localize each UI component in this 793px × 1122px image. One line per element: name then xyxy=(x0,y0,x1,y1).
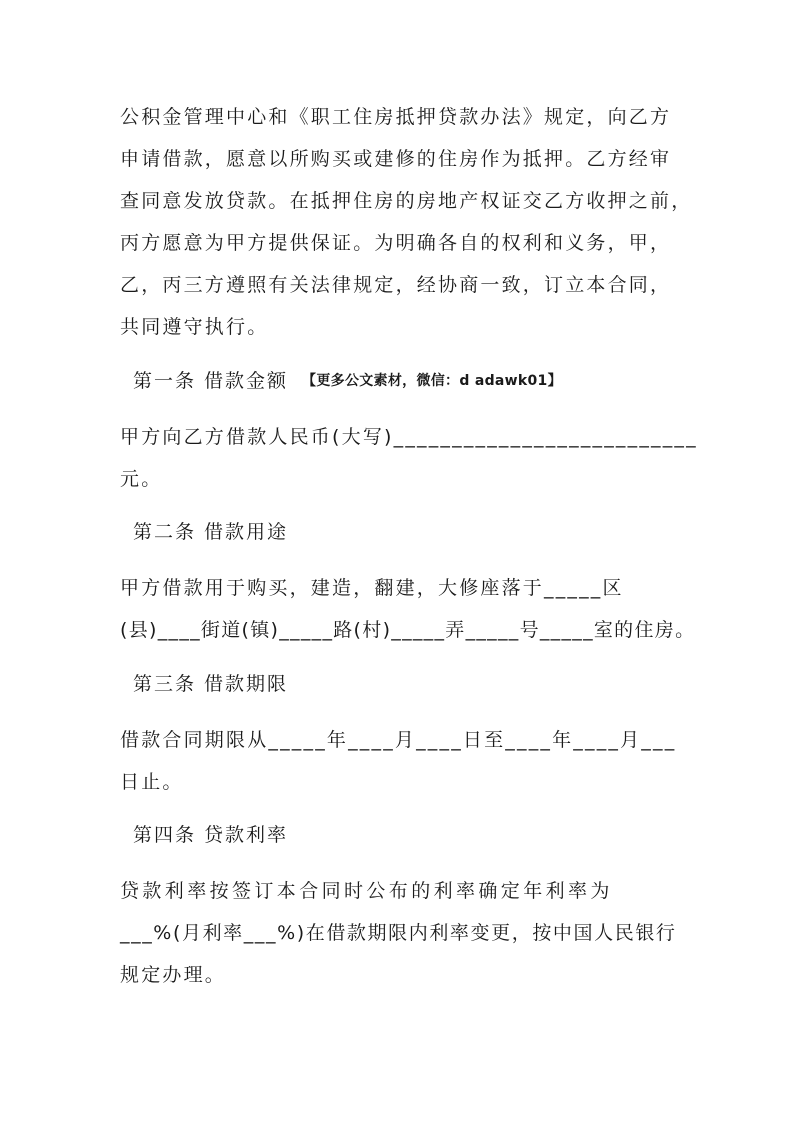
article-1-heading: 第一条 借款金额 xyxy=(133,370,289,392)
promo-note: 【更多公文素材，微信：d adawk01】 xyxy=(302,373,562,389)
article-2-line-2: (县)____街道(镇)_____路(村)_____弄_____号_____室的住房。 xyxy=(120,619,696,641)
article-3-heading: 第三条 借款期限 xyxy=(133,673,289,695)
article-4-line-2: ___%(月利率___%)在借款期限内利率变更，按中国人民银行 xyxy=(120,922,677,944)
article-4-heading: 第四条 贷款利率 xyxy=(133,824,289,846)
intro-line-5: 乙，丙三方遵照有关法律规定，经协商一致，订立本合同， xyxy=(120,274,672,296)
intro-line-6: 共同遵守执行。 xyxy=(120,316,269,338)
article-3-line-2: 日止。 xyxy=(120,771,184,793)
article-3-line-1: 借款合同期限从_____年____月____日至____年____月___ xyxy=(120,729,677,751)
article-1-heading-row xyxy=(133,369,693,393)
intro-line-4: 丙方愿意为甲方提供保证。为明确各自的权利和义务，甲， xyxy=(120,232,672,254)
intro-line-1: 公积金管理中心和《职工住房抵押贷款办法》规定，向乙方 xyxy=(120,106,672,128)
article-4-line-1: 贷款利率按签订本合同时公布的利率确定年利率为 xyxy=(120,880,613,902)
intro-line-2: 申请借款，愿意以所购买或建修的住房作为抵押。乙方经审 xyxy=(120,148,672,170)
article-4-line-3: 规定办理。 xyxy=(120,964,227,986)
article-2-line-1: 甲方借款用于购买，建造，翻建，大修座落于_____区 xyxy=(120,577,624,599)
intro-line-3: 查同意发放贷款。在抵押住房的房地产权证交乙方收押之前， xyxy=(120,190,693,212)
article-2-heading: 第二条 借款用途 xyxy=(133,521,289,543)
article-1-line-2: 元。 xyxy=(120,468,163,490)
article-1-line-1: 甲方向乙方借款人民币(大写)__________________________ xyxy=(120,426,698,448)
